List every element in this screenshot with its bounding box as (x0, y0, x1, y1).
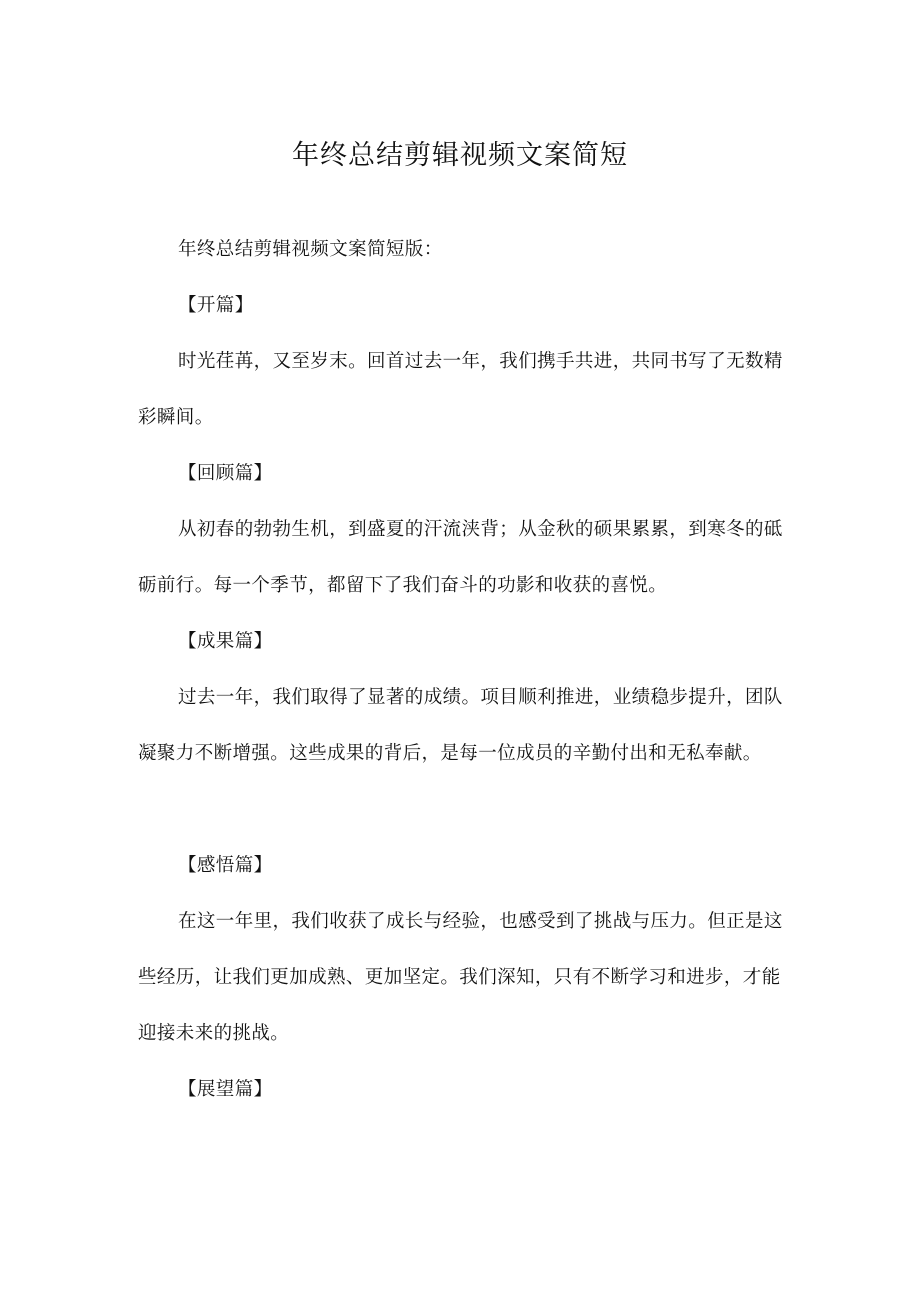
section-heading-outlook: 【展望篇】 (178, 1079, 273, 1100)
section-text-opening: 时光荏苒，又至岁末。回首过去一年，我们携手共进，共同书写了无数精彩瞬间。 (138, 351, 783, 428)
section-text-review: 从初春的勃勃生机，到盛夏的汗流浃背；从金秋的硕果累累，到寒冬的砥砺前行。每一个季节，都留下了我们奋斗的功影和收获的喜悦。 (138, 519, 783, 596)
intro-paragraph: 年终总结剪辑视频文案简短版： (178, 239, 443, 260)
document-title: 年终总结剪辑视频文案简短 (292, 140, 628, 171)
section-text-insights: 在这一年里，我们收获了成长与经验，也感受到了挑战与压力。但正是这些经历，让我们更加成熟、更加坚定。我们深知，只有不断学习和进步，才能迎接未来的挑战。 (138, 911, 783, 1044)
section-heading-review: 【回顾篇】 (178, 463, 273, 484)
section-text-results: 过去一年，我们取得了显著的成绩。项目顺利推进，业绩稳步提升，团队凝聚力不断增强。这些成果的背后，是每一位成员的辛勤付出和无私奉献。 (138, 687, 783, 764)
section-heading-results: 【成果篇】 (178, 631, 273, 652)
section-heading-opening: 【开篇】 (178, 295, 254, 316)
section-heading-insights: 【感悟篇】 (178, 855, 273, 876)
